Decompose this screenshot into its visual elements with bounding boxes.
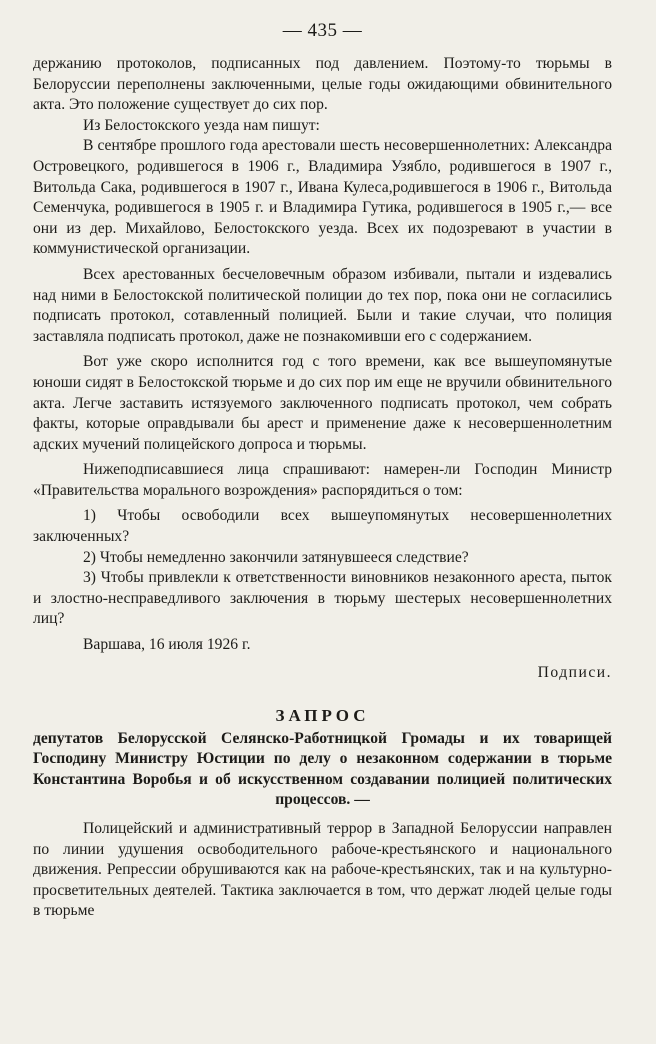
paragraph-source-intro: Из Белостокского уезда нам пишут: bbox=[83, 116, 320, 134]
paragraph-terror: Полицейский и административный террор в Западной Белоруссии направлен по линии удушения освободительного рабоче-крестьянского и национального движения. Репрессии обрушиваются как на рабоче-крестьянских, так и на культурно-просветительных деятелей. Тактика заключается в том, что держат людей целые годы в тюрьме bbox=[33, 820, 612, 920]
date-place-line: Варшава, 16 июля 1926 г. bbox=[83, 636, 251, 654]
paragraph-continuation: держанию протоколов, подписанных под давлением. Поэтому-то тюрьмы в Белоруссии переполнены заключенными, целые годы ожидающими обвинительного акта. Это положение существует до сих пор. bbox=[33, 55, 612, 114]
paragraph-question: Нижеподписавшиеся лица спрашивают: намерен-ли Господин Министр «Правительства морального возрождения» распорядиться о том: bbox=[33, 461, 612, 499]
paragraph-detention: Вот уже скоро исполнится год с того времени, как все вышеупомянутые юноши сидят в Белостокской тюрьме и до сих пор им еще не вручили обвинительного акта. Легче заставить истязуемого заключенного подписать протокол, чем собрать факты, которые оправдывали бы арест и применение даже к несовершеннолетним адских мучений полицейского допроса и тюрьмы. bbox=[33, 353, 612, 453]
signatures-line: Подписи. bbox=[537, 663, 612, 681]
demand-item-1: 1) Чтобы освободили всех вышеупомянутых несовершеннолетних заключенных? bbox=[33, 507, 612, 546]
page-number: — 435 — bbox=[282, 20, 363, 41]
paragraph-arrests: В сентябре прошлого года арестовали шесть несовершеннолетних: Александра Островецкого, родившегося в 1906 г., Владимира Узябло, родившегося в 1907 г., Витольда Сака, родившегося в 1907 г., Ивана Кулеса,родившегося в 1906 г., Витольда Семенчука, родившегося в 1905 г. и Владимира Гутика, родившегося в 1905 г.,— все они из дер. Михайлово, Белостокского уезда. Всех их подозревают в участии в коммунистической организации. bbox=[33, 137, 612, 258]
section-subheading: депутатов Белорусской Селянско-Работницкой Громады и их товарищей Господину Министру Юстиции по делу о незаконном содержании в тюрьме Константина Воробья и об искусственном создавании полицией политических процессов. — bbox=[33, 729, 612, 809]
demand-item-3: 3) Чтобы привлекли к ответственности виновников незаконного ареста, пыток и злостно-несправедливого заключения в тюрьму шестерых несовершеннолетних лиц? bbox=[33, 569, 612, 628]
demand-item-2: 2) Чтобы немедленно закончили затянувшееся следствие? bbox=[83, 548, 469, 566]
paragraph-torture: Всех арестованных бесчеловечным образом избивали, пытали и издевались над ними в Белостокской политической полиции до тех пор, пока они не согласились подписать протокол, сотавленный полицией. Были и такие случаи, что полиция заставляла подписать протокол, даже не познакомивши его с содержанием. bbox=[33, 265, 612, 345]
section-heading: ЗАПРОС bbox=[275, 705, 370, 725]
